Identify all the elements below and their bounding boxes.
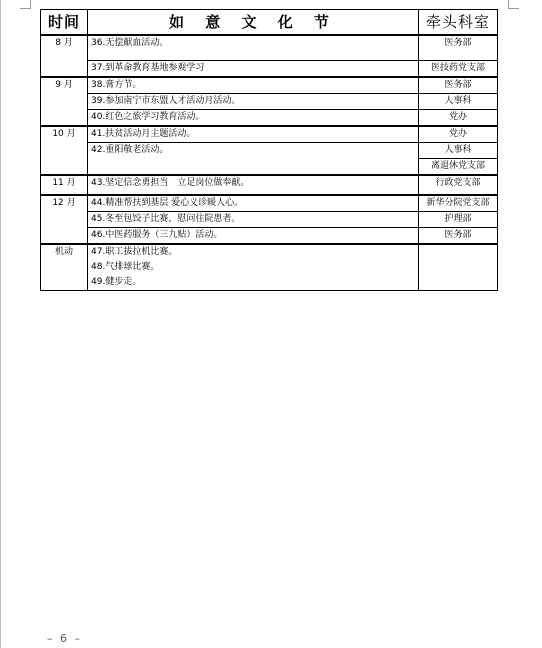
- month-cell: 8 月: [41, 35, 88, 77]
- department-cell: 人事科: [419, 94, 498, 110]
- department-cell: 医务部: [419, 35, 498, 61]
- page-edge: [0, 0, 1, 648]
- table-row: [41, 143, 498, 176]
- activity-cell: 42.重阳敬老活动。: [88, 143, 419, 176]
- department-line: 人事科: [444, 145, 472, 155]
- month-cell: 9 月: [41, 77, 88, 126]
- table-row: [41, 61, 498, 78]
- activity-cell: 36.无偿献血活动。: [88, 35, 419, 61]
- table-row: [41, 228, 498, 245]
- department-cell: 护理部: [419, 212, 498, 228]
- month-cell: 11 月: [41, 175, 88, 195]
- department-cell: [419, 143, 498, 176]
- table-header-row: [41, 10, 498, 36]
- department-cell: 党办: [419, 110, 498, 127]
- crop-mark-top-left-h: [20, 8, 31, 9]
- crop-mark-top-right: [508, 0, 509, 8]
- crop-mark-top-left: [30, 0, 31, 8]
- department-cell: 医务部: [419, 228, 498, 245]
- department-line: 离退休党支部: [419, 158, 497, 174]
- header-time: 时间: [41, 10, 88, 36]
- department-cell: [419, 244, 498, 291]
- table-row: [41, 212, 498, 228]
- page-number: – 6 –: [47, 632, 82, 645]
- month-cell: 10 月: [41, 126, 88, 175]
- department-cell: 党办: [419, 126, 498, 143]
- activity-line: 49.健步走。: [91, 277, 142, 287]
- activity-line: 48.气排球比赛。: [91, 262, 160, 272]
- header-lead-department: 牵头科室: [419, 10, 498, 36]
- activity-cell: 37.到革命教育基地参观学习: [88, 61, 419, 78]
- month-cell: 12 月: [41, 195, 88, 244]
- activity-cell: 45.冬至包饺子比赛，慰问住院患者。: [88, 212, 419, 228]
- month-cell: 机动: [41, 244, 88, 291]
- department-cell: 医务部: [419, 77, 498, 94]
- table-row: [41, 94, 498, 110]
- table-row: [41, 110, 498, 127]
- activity-cell: 43.坚定信念勇担当 立足岗位做奉献。: [88, 175, 419, 195]
- department-cell: 新华分院党支部: [419, 195, 498, 212]
- activity-cell: 38.膏方节。: [88, 77, 419, 94]
- activity-cell: [88, 244, 419, 291]
- activity-line: 47.职工拔拉机比赛。: [91, 247, 178, 257]
- schedule-table: [40, 9, 498, 291]
- table-row: [41, 126, 498, 143]
- activity-cell: 46.中医药服务（三九贴）活动。: [88, 228, 419, 245]
- activity-cell: 41.扶贫活动月主题活动。: [88, 126, 419, 143]
- activity-cell: 39.参加南宁市东盟人才活动月活动。: [88, 94, 419, 110]
- table-row: [41, 195, 498, 212]
- department-cell: 医技药党支部: [419, 61, 498, 78]
- crop-mark-top-right-h: [508, 8, 519, 9]
- activity-cell: 44.精准帮扶到基层 爱心义诊暖人心。: [88, 195, 419, 212]
- table-row: [41, 77, 498, 94]
- activity-cell: 40.红色之旅学习教育活动。: [88, 110, 419, 127]
- table-row: [41, 244, 498, 291]
- header-title: 如 意 文 化 节: [88, 10, 419, 36]
- department-cell: 行政党支部: [419, 175, 498, 195]
- table-row: [41, 175, 498, 195]
- table-row: [41, 35, 498, 61]
